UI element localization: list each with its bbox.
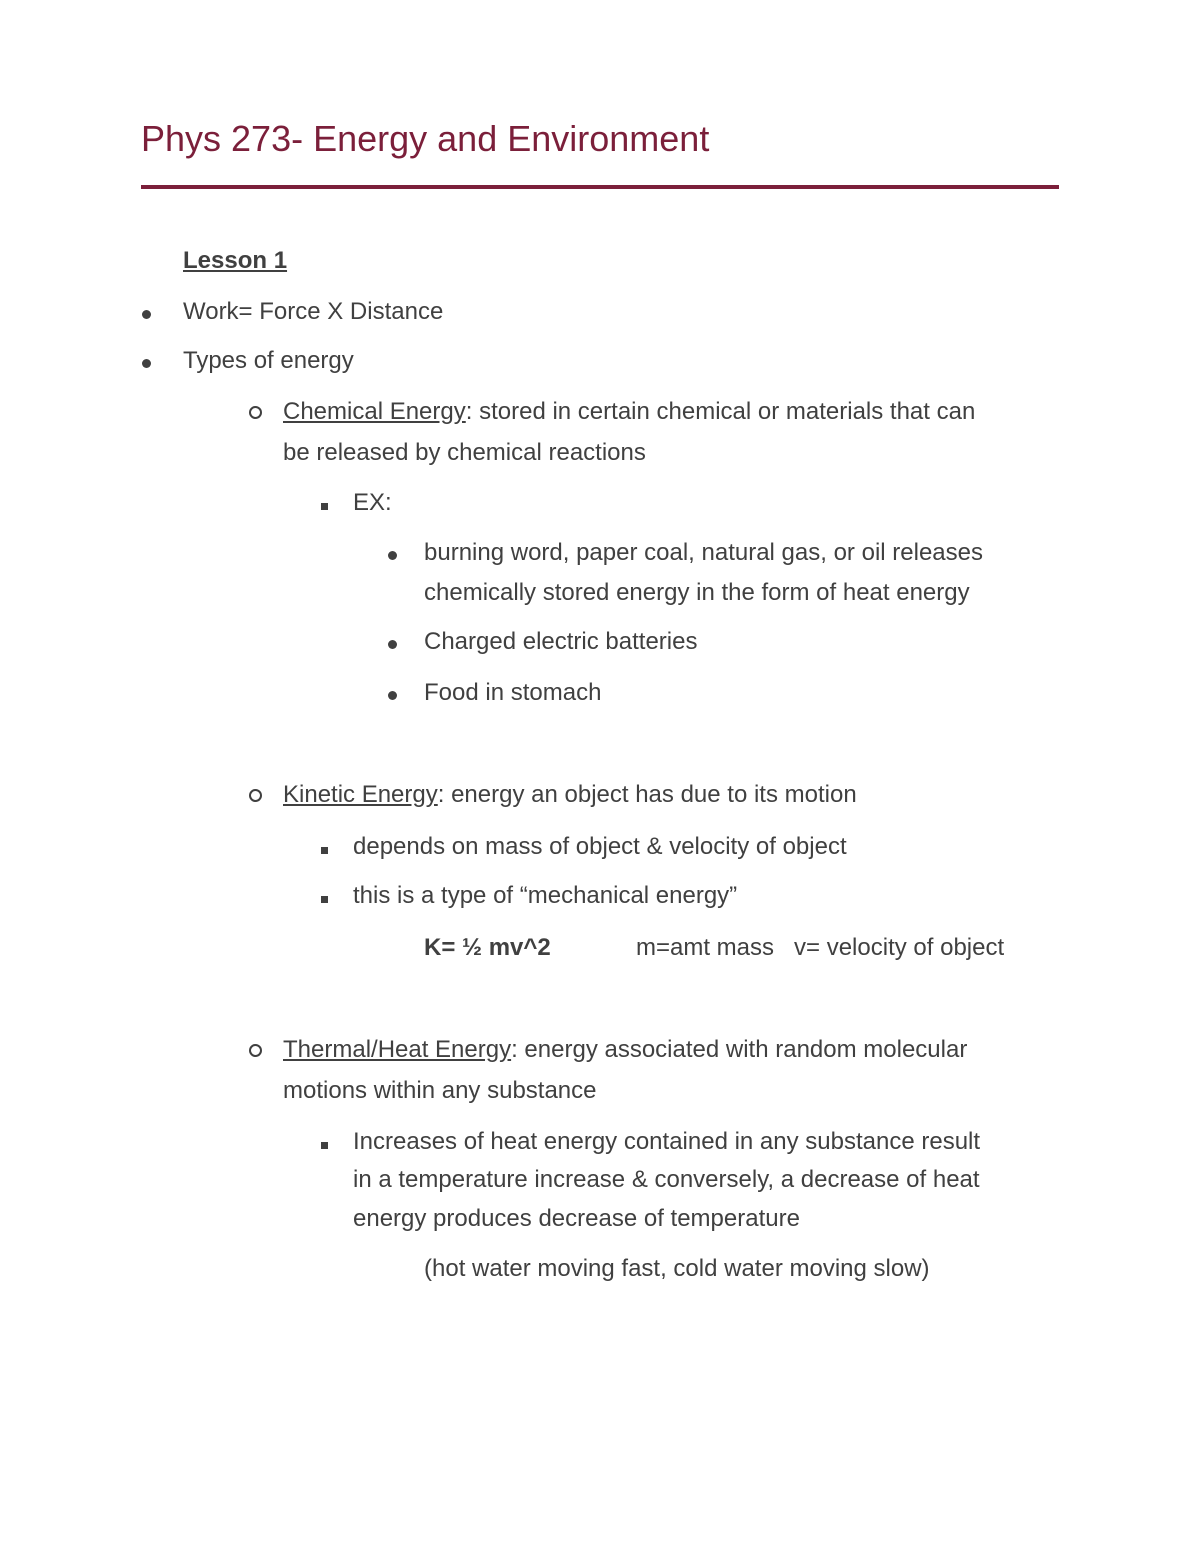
kinetic-energy-item [283,775,857,815]
list-item-work: Work= Force X Distance [183,298,444,325]
kinetic-point-1: depends on mass of object & velocity of object [353,833,847,860]
bullet-square-icon [321,876,328,916]
bullet-dot-icon [388,673,397,713]
thermal-energy-definition: : energy associated with random molecular [511,1036,968,1063]
bullet-square-icon [321,483,328,523]
chemical-example-3: Food in stomach [424,679,602,706]
chemical-example-2: Charged electric batteries [424,628,698,655]
chemical-example-label: EX: [353,489,392,516]
kinetic-energy-term: Kinetic Energy [283,781,438,808]
bullet-dot-icon [142,292,151,332]
title-divider [141,185,1059,189]
thermal-energy-definition-cont: motions within any substance [283,1077,597,1104]
bullet-dot-icon [388,533,397,573]
kinetic-formula: K= ½ mv^2 [424,934,551,961]
chemical-energy-term: Chemical Energy [283,398,466,425]
list-item-types: Types of energy [183,347,354,374]
thermal-point-line-1: Increases of heat energy contained in any substance result [353,1128,981,1155]
page-title: Phys 273- Energy and Environment [141,118,710,159]
chemical-energy-definition: : stored in certain chemical or materials that can [465,398,976,425]
thermal-energy-term: Thermal/Heat Energy [283,1036,512,1063]
thermal-note: (hot water moving fast, cold water moving slow) [424,1255,930,1282]
bullet-dot-icon [142,341,151,381]
kinetic-energy-definition: : energy an object has due to its motion [437,781,857,808]
chemical-energy-item [283,392,975,432]
chemical-example-1-cont: chemically stored energy in the form of heat energy [424,579,970,606]
thermal-energy-item [283,1030,967,1070]
lesson-heading: Lesson 1 [183,247,288,274]
bullet-square-icon [321,827,328,867]
kinetic-point-2: this is a type of “mechanical energy” [353,882,738,909]
bullet-circle-icon [249,392,262,432]
bullet-square-icon [321,1122,328,1162]
chemical-energy-definition-cont: be released by chemical reactions [283,439,646,466]
thermal-point-line-3: energy produces decrease of temperature [353,1205,800,1232]
bullet-circle-icon [249,775,262,815]
thermal-point-line-2: in a temperature increase & conversely, a decrease of heat [353,1166,980,1193]
bullet-dot-icon [388,622,397,662]
bullet-circle-icon [249,1030,262,1070]
chemical-example-1: burning word, paper coal, natural gas, or oil releases [424,539,983,566]
kinetic-formula-legend: m=amt mass v= velocity of object [636,934,1005,961]
